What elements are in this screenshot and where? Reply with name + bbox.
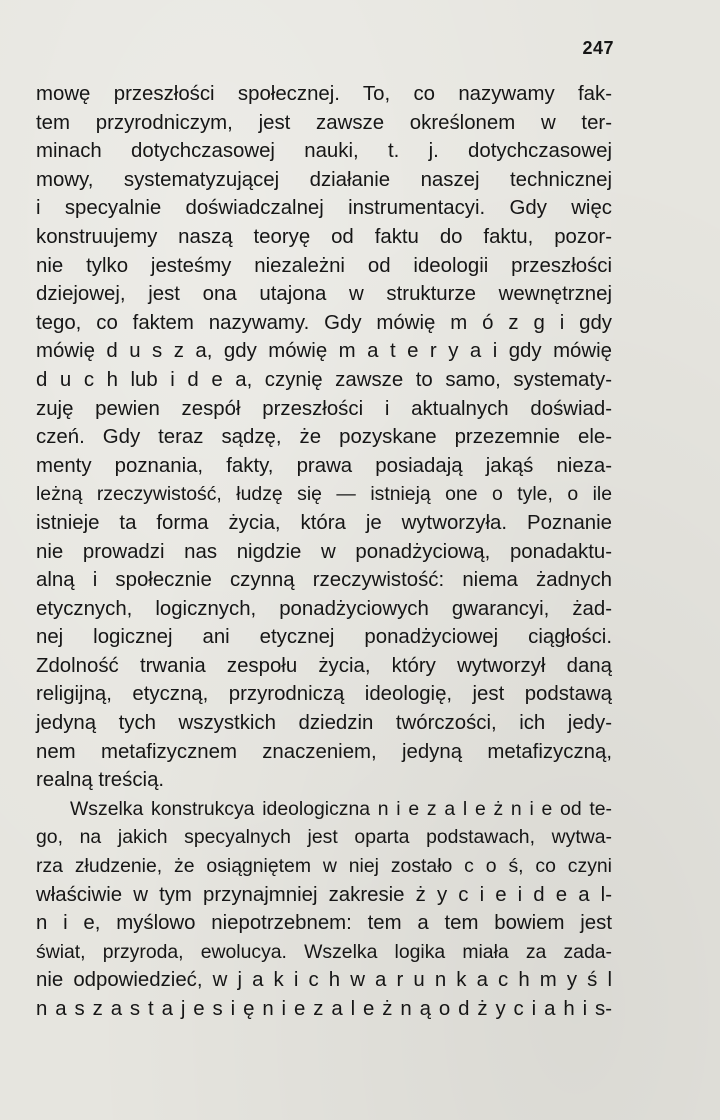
text-line: Zdolność trwania zespołu życia, który wytworzył daną bbox=[36, 654, 612, 677]
paragraph-first-line: Wszelka konstrukcya ideologiczna n i e z a l e ż n i e od te- bbox=[70, 797, 612, 820]
text-line: nem metafizycznem znaczeniem, jedyną metafizyczną, bbox=[36, 740, 612, 763]
text-line: jedyną tych wszystkich dziedzin twórczości, ich jedy- bbox=[36, 712, 612, 735]
text-line: czeń. Gdy teraz sądzę, że pozyskane przezemnie ele- bbox=[36, 426, 612, 449]
text-line: nie odpowiedzieć, w j a k i c h w a r u n k a c h m y ś l bbox=[36, 969, 612, 992]
text-line: menty poznania, fakty, prawa posiadają jakąś nieza- bbox=[36, 454, 612, 477]
text-line: istnieje ta forma życia, która je wytworzyła. Poznanie bbox=[36, 511, 612, 534]
text-line: alną i społecznie czynną rzeczywistość: niema żadnych bbox=[36, 569, 612, 592]
text-line: dziejowej, jest ona utajona w strukturze wewnętrznej bbox=[36, 283, 612, 306]
text-line: mówię d u s z a, gdy mówię m a t e r y a i gdy mówię bbox=[36, 340, 612, 363]
text-line: n i e, myślowo niepotrzebnem: tem a tem bowiem jest bbox=[36, 912, 612, 935]
text-line: zuję pewien zespół przeszłości i aktualnych doświad- bbox=[36, 397, 612, 420]
text-line: nej logicznej ani etycznej ponadżyciowej ciągłości. bbox=[36, 626, 612, 649]
text-line: mowy, systematyzującej działanie naszej technicznej bbox=[36, 168, 612, 191]
text-line: religijną, etyczną, przyrodniczą ideologię, jest podstawą bbox=[36, 683, 612, 706]
text-line: go, na jakich specyalnych jest oparta podstawach, wytwa- bbox=[36, 826, 612, 849]
text-line: minach dotychczasowej nauki, t. j. dotychczasowej bbox=[36, 140, 612, 163]
text-line: n a s z a s t a j e s i ę n i e z a l e ż n ą o d ż y c i a h i s- bbox=[36, 998, 612, 1020]
text-line: i specyalnie doświadczalnej instrumentacyi. Gdy więc bbox=[36, 197, 612, 220]
text-line: nie tylko jesteśmy niezależni od ideologii przeszłości bbox=[36, 254, 612, 277]
text-line: konstruujemy naszą teoryę od faktu do faktu, pozor- bbox=[36, 225, 612, 248]
text-line: d u c h lub i d e a, czynię zawsze to samo, systematy- bbox=[36, 368, 612, 391]
body-text bbox=[36, 80, 612, 1024]
text-line: realną treścią. bbox=[36, 769, 165, 792]
text-line: etycznych, logicznych, ponadżyciowych gwarancyi, żad- bbox=[36, 597, 612, 620]
text-line: leżną rzeczywistość, łudzę się — istnieją one o tyle, o ile bbox=[36, 483, 612, 506]
text-line: mowę przeszłości społecznej. To, co nazywamy fak- bbox=[36, 83, 612, 105]
page-number: 247 bbox=[582, 38, 614, 58]
text-line: nie prowadzi nas nigdzie w ponadżyciową, ponadaktu- bbox=[36, 540, 612, 563]
text-line: właściwie w tym przynajmniej zakresie ż y c i e i d e a l- bbox=[36, 883, 612, 906]
text-line: rza złudzenie, że osiągniętem w niej zostało c o ś, co czyni bbox=[36, 855, 612, 878]
text-line: świat, przyroda, ewolucya. Wszelka logika miała za zada- bbox=[36, 940, 612, 963]
text-line: tem przyrodniczym, jest zawsze określonem w ter- bbox=[36, 111, 612, 134]
text-line: tego, co faktem nazywamy. Gdy mówię m ó z g i gdy bbox=[36, 311, 612, 334]
